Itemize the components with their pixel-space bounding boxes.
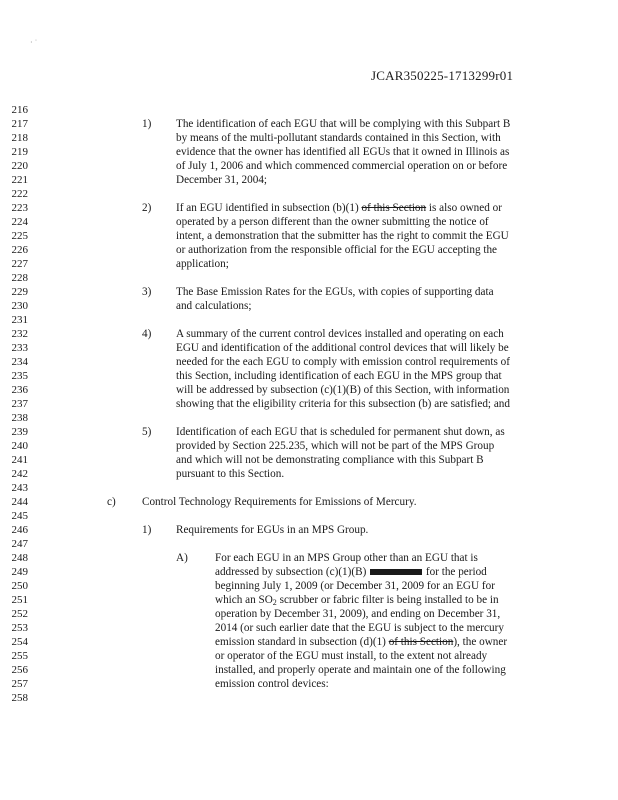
line-number: 254 [11,636,28,648]
line-number: 253 [11,622,28,634]
item-4-line: showing that the eligibility criteria for this subsection (b) are satisfied; and [176,398,510,410]
item-4-label: 4) [142,328,152,340]
item-4-line: A summary of the current control devices installed and operating on each [176,328,504,340]
document-header: JCAR350225-1713299r01 [371,68,514,83]
line-number: 242 [11,468,28,480]
line-number: 244 [11,496,28,508]
text-run: emission standard in subsection (d)(1) [215,636,389,648]
subsection-A-line: beginning July 1, 2009 (or December 31, 2009 for an EGU for [215,580,495,592]
subsection-A-line: 2014 (or such earlier date that the EGU is subject to the mercury [215,622,504,634]
line-number: 247 [11,538,28,550]
line-number: 248 [11,552,28,564]
line-number: 238 [11,412,28,424]
scan-artifact: · ˙ [30,38,38,47]
line-number: 237 [11,398,28,410]
line-number: 239 [11,426,28,438]
item-2-line [176,201,502,215]
line-number: 251 [11,594,28,606]
line-number: 250 [11,580,28,592]
item-2-line: operated by a person different than the owner submitting the notice of [176,216,489,228]
item-1-line: of July 1, 2006 and which commenced commercial operation on or before [176,160,508,172]
subsection-A-line [215,635,507,649]
item-4-line: will be addressed by subsection (c)(1)(B) of this Section, with information [176,384,510,396]
line-number: 235 [11,370,28,382]
item-1-line: December 31, 2004; [176,174,268,186]
line-number: 243 [11,482,28,494]
item-3-line: The Base Emission Rates for the EGUs, with copies of supporting data [176,286,494,298]
item-2-label: 2) [142,202,152,214]
line-number: 245 [11,510,28,522]
item-2-line: application; [176,258,229,270]
subsection-A-line [215,565,487,579]
line-number: 220 [11,160,28,172]
text-run: is also owned or [426,202,502,214]
subsection-A-label: A) [176,552,188,564]
subsection-1-label: 1) [142,524,152,536]
line-number: 256 [11,664,28,676]
line-number: 222 [11,188,28,200]
subsection-A-line: or operator of the EGU must install, to the extent not already [215,650,488,662]
line-number: 224 [11,216,28,228]
section-c-label: c) [107,496,116,508]
text-run: for the period [423,566,487,578]
subsection-A-line [215,593,499,607]
subsection-A-line: installed, and properly operate and maintain one of the following [215,664,506,676]
item-4-line: needed for the each EGU to comply with emission control requirements of [176,356,510,368]
line-number: 231 [11,314,28,326]
text-run: scrubber or fabric filter is being installed to be in [276,594,499,606]
line-number: 252 [11,608,28,620]
text-run: If an EGU identified in subsection (b)(1) [176,202,362,214]
item-5-line: Identification of each EGU that is scheduled for permanent shut down, as [176,426,505,438]
item-5-label: 5) [142,426,152,438]
line-number: 217 [11,118,28,130]
item-1-line: by means of the multi-pollutant standards contained in this Section, with [176,132,501,144]
line-number: 225 [11,230,28,242]
line-number: 236 [11,384,28,396]
line-number: 240 [11,440,28,452]
line-number: 219 [11,146,28,158]
line-number: 230 [11,300,28,312]
line-number: 226 [11,244,28,256]
line-number: 223 [11,202,28,214]
item-5-line: provided by Section 225.235, which will not be part of the MPS Group [176,440,495,452]
line-number: 233 [11,342,28,354]
line-number: 246 [11,524,28,536]
line-number: 229 [11,286,28,298]
line-number: 228 [11,272,28,284]
line-number: 257 [11,678,28,690]
item-3-line: and calculations; [176,300,252,312]
line-number: 232 [11,328,28,340]
item-5-line: and which will not be demonstrating compliance with this Subpart B [176,454,484,466]
text-run: addressed by subsection (c)(1)(B) [215,566,370,578]
item-2-line: intent, a demonstration that the submitter has the right to commit the EGU [176,230,509,242]
item-3-label: 3) [142,286,152,298]
item-4-line: EGU and identification of the additional control devices that will likely be [176,342,509,354]
line-number: 241 [11,454,28,466]
line-number: 218 [11,132,28,144]
struck-text: of this Section [361,202,427,214]
subsection-1-title: Requirements for EGUs in an MPS Group. [176,524,369,536]
item-5-line: pursuant to this Section. [176,468,285,480]
subsection-A-line: For each EGU in an MPS Group other than an EGU that is [215,552,478,564]
line-number: 221 [11,174,28,186]
item-1-line: The identification of each EGU that will be complying with this Subpart B [176,118,511,130]
item-1-label: 1) [142,118,152,130]
section-c-title: Control Technology Requirements for Emissions of Mercury. [142,496,417,508]
text-run: which an SO [215,594,273,606]
item-2-line: or authorization from the responsible official for the EGU accepting the [176,244,498,256]
text-run: ), the owner [453,636,508,648]
struck-text: of this Section [388,636,454,648]
line-number: 234 [11,356,28,368]
subsection-A-line: operation by December 31, 2009), and ending on December 31, [215,608,501,620]
subscript: 2 [272,598,277,607]
redaction-mark [370,569,422,575]
line-number: 258 [11,692,28,704]
item-1-line: evidence that the owner has identified all EGUs that it owned in Illinois as [176,146,510,158]
line-number: 227 [11,258,28,270]
line-number: 255 [11,650,28,662]
item-4-line: this Section, including identification of each EGU in the MPS group that [176,370,502,382]
line-number: 216 [11,104,28,116]
subsection-A-line: emission control devices: [215,678,329,690]
line-number: 249 [11,566,28,578]
